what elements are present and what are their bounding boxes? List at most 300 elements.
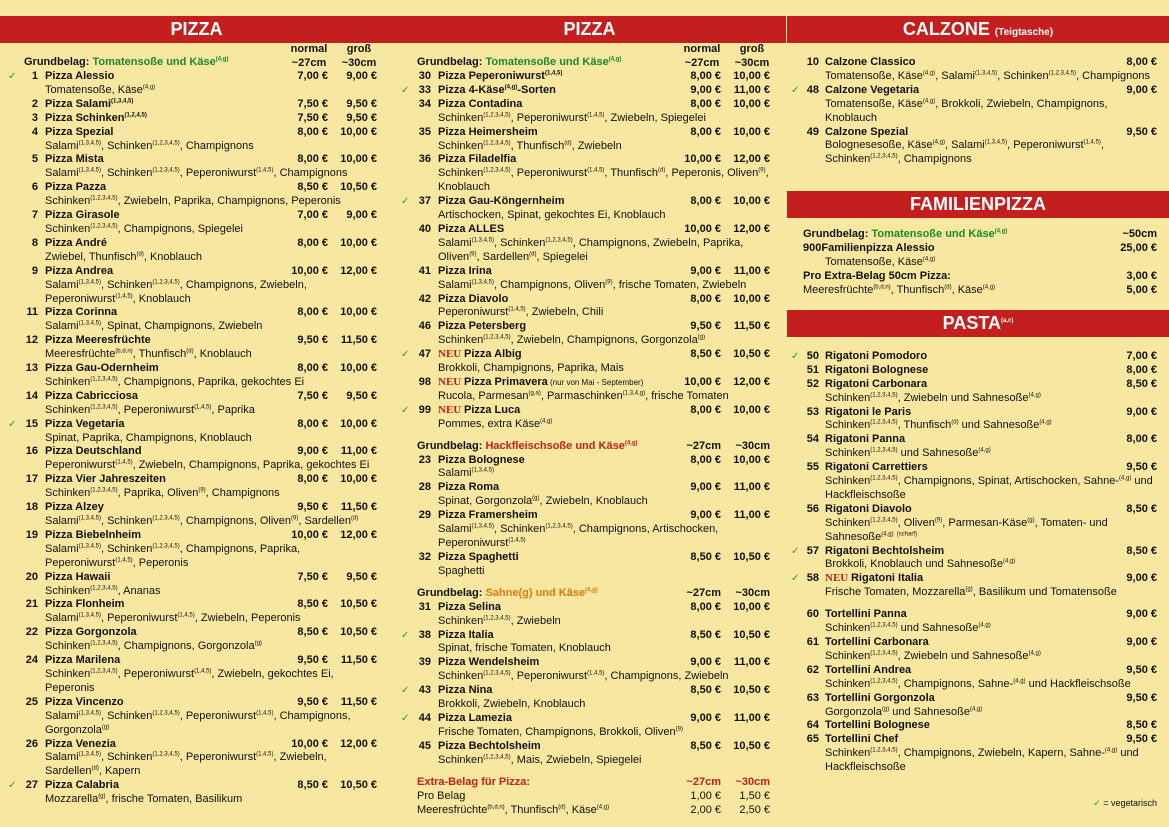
price-normal: 8,50 € <box>690 739 721 752</box>
item-number: 56 <box>806 502 819 515</box>
vegetarian-legend: ✓ = vegetarisch <box>1093 798 1157 809</box>
price-gross: 11,50 € <box>340 654 377 667</box>
price-gross: 11,50 € <box>340 334 377 347</box>
neu-badge: NEU <box>438 375 464 388</box>
menu-item <box>787 56 1169 84</box>
item-number: 60 <box>806 608 819 621</box>
grundbelag: Grundbelag: Tomatensoße und Käse$^{(4,g)}$ <box>24 56 229 68</box>
price-normal: 8,00 € <box>1126 363 1157 376</box>
item-number: 29 <box>418 509 431 522</box>
price-normal: 8,00 € <box>690 403 721 416</box>
item-description: Spinat, frische Tomaten, Knoblauch <box>438 642 611 655</box>
vegetarian-icon: ✓ <box>401 404 410 416</box>
price-normal: 7,50 € <box>297 111 328 124</box>
item-description: Salami$^{(1,3,4,5)}$, Schinken$^{(1,2,3,4,5)}$, Peperoniwurst$^{(1,4,5)}$, Champignons, Gorgonzola$^{(g)}$ <box>45 709 351 736</box>
price-gross: 9,50 € <box>346 389 377 402</box>
item-number: 39 <box>418 656 431 669</box>
item-description: Spinat, Paprika, Champignons, Knoblauch <box>45 431 252 444</box>
price-normal: 7,00 € <box>1126 349 1157 362</box>
item-number: 13 <box>25 362 38 375</box>
vegetarian-icon: ✓ <box>8 71 17 82</box>
item-name: Pizza Vincenzo <box>45 695 124 708</box>
item-name: Pizza Corinna <box>45 306 118 319</box>
item-name: Pizza 4-Käse$^{(4,g)}$-Sorten <box>438 83 556 96</box>
item-number: 25 <box>25 695 38 708</box>
menu-item <box>0 181 393 209</box>
item-description: Tomatensoße, Käse$^{(4,g)}$, Brokkoli, Zwiebeln, Champignons, Knoblauch <box>825 97 1108 124</box>
item-number: 99 <box>418 403 431 416</box>
item-name: Tortellini Chef <box>825 733 899 746</box>
price-normal: 9,00 € <box>1126 572 1157 585</box>
price-gross: 12,00 € <box>340 528 377 541</box>
extra-label: Meeresfrüchte$^{(b,d,n)}$, Thunfisch$^{(d)}$, Käse$^{(4,g)}$ <box>417 803 610 816</box>
familie-extra-2: Meeresfrüchte$^{(b,d,n)}$, Thunfisch$^{(d)}$, Käse$^{(4,g)}$ 5,00 € <box>803 283 1157 296</box>
menu-item <box>0 529 393 571</box>
price-normal: 1,00 € <box>690 789 721 802</box>
item-name: Pizza Cabricciosa <box>45 389 138 402</box>
price-normal: 8,50 € <box>297 181 328 194</box>
item-name: Pizza Contadina <box>438 97 523 110</box>
size-gross: groß ~30cm <box>341 43 377 69</box>
price-normal: 8,00 € <box>297 125 328 138</box>
price-gross: 10,00 € <box>340 362 377 375</box>
price-gross: 12,00 € <box>733 222 770 235</box>
item-description: Spaghetti <box>438 564 485 577</box>
item-name: Pizza Andrea <box>45 264 114 277</box>
price-normal: 8,50 € <box>1126 502 1157 515</box>
item-name: Pizza Gorgonzola <box>45 626 137 639</box>
item-description: Schinken$^{(1,2,3,4,5)}$, Champignons, Sahne-$^{(4,g)}$ und Hackfleischsoße <box>825 677 1131 690</box>
item-number: 35 <box>418 125 431 138</box>
item-name: Pizza Biebelnheim <box>45 528 141 541</box>
menu-item <box>0 626 393 654</box>
menu-item <box>393 509 786 551</box>
item-number: 49 <box>806 125 819 138</box>
menu-item <box>787 692 1169 720</box>
item-description: Schinken$^{(1,2,3,4,5)}$, Zwiebeln <box>438 614 561 627</box>
price-normal: 9,50 € <box>1126 663 1157 676</box>
item-name: Pizza Deutschland <box>45 445 142 458</box>
item-number: 63 <box>806 691 819 704</box>
item-description: Salami$^{(1,3,4,5)}$, Schinken$^{(1,2,3,4,5)}$, Champignons, Artischocken, Peperoniwurst$^{(1,4,5)}$ <box>438 523 719 549</box>
item-number: 65 <box>806 733 819 746</box>
menu-item <box>393 454 786 482</box>
price-normal: 7,50 € <box>297 389 328 402</box>
item-number: 16 <box>25 445 38 458</box>
item-name: Pizza Peperoniwurst$^{(1,4,5)}$ <box>438 70 563 82</box>
menu-item <box>0 779 393 807</box>
price-normal: 9,50 € <box>297 695 328 708</box>
menu-item <box>0 237 393 265</box>
menu-item <box>393 376 786 404</box>
price-normal: 8,00 € <box>690 97 721 110</box>
item-name: Tortellini Carbonara <box>825 636 929 648</box>
price-normal: 9,00 € <box>690 711 721 724</box>
menu-item <box>0 598 393 626</box>
item-description: Schinken$^{(1,2,3,4,5)}$, Ananas <box>45 584 161 597</box>
price-gross: 10,00 € <box>733 292 770 305</box>
section-title-calzone: CALZONE (Teigtasche) <box>787 16 1169 43</box>
vegetarian-icon: ✓ <box>791 84 800 96</box>
price-gross: 12,00 € <box>340 264 377 277</box>
price-normal: 8,00 € <box>690 70 721 82</box>
price-normal: 9,50 € <box>1126 125 1157 138</box>
item-description: Salami$^{(1,3,4,5)}$ <box>438 467 494 480</box>
menu-item <box>0 473 393 501</box>
menu-item <box>393 684 786 712</box>
pasta-list <box>787 350 1169 775</box>
item-name: Pizza Gau-Odernheim <box>45 362 159 375</box>
item-name: Pizza Meeresfrüchte <box>45 334 151 347</box>
item-description: Tomatensoße, Käse$^{(4,g)}$ <box>45 83 156 96</box>
menu-item <box>787 719 1169 733</box>
item-number: 45 <box>418 739 431 752</box>
price-normal: 8,50 € <box>690 628 721 641</box>
menu-item <box>787 733 1169 775</box>
price-gross: 12,00 € <box>733 153 770 166</box>
vegetarian-icon: ✓ <box>791 573 800 585</box>
item-description: Schinken$^{(1,2,3,4,5)}$ und Sahnesoße$^{(4,g)}$ <box>825 622 991 635</box>
item-number: 54 <box>806 433 819 446</box>
item-name: Pizza Schinken$^{(1,2,4,5)}$ <box>45 111 147 124</box>
menu-item <box>0 265 393 307</box>
price-gross: 11,00 € <box>733 509 770 522</box>
grundbelag-hackfleisch: Grundbelag: Hackfleischsoße und Käse$^{(4,g)}$ ~27cm ~30cm <box>417 439 770 452</box>
item-description: Schinken$^{(1,2,3,4,5)}$, Peperoniwurst$^{(1,4,5)}$, Thunfisch$^{(d)}$, Peperonis, Oliven$^{(9)}$, Knoblauch <box>438 167 769 194</box>
menu-item <box>393 404 786 432</box>
price-gross: 10,50 € <box>733 628 770 641</box>
price-gross: 11,00 € <box>733 264 770 277</box>
price-normal: 8,00 € <box>690 125 721 138</box>
item-number: 4 <box>31 125 38 138</box>
menu-item <box>0 571 393 599</box>
item-name: Rigatoni Carrettiers <box>825 461 928 474</box>
price-normal: 9,50 € <box>690 320 721 333</box>
menu-item <box>393 223 786 265</box>
price-gross: 10,00 € <box>340 125 377 138</box>
item-description: Schinken$^{(1,2,3,4,5)}$, Champignons, Zwiebeln, Kapern, Sahne-$^{(4,g)}$ und Hackfleischsoße <box>825 747 1139 774</box>
item-number: 22 <box>25 626 38 639</box>
price-gross: 1,50 € <box>739 789 770 802</box>
item-name: Tortellini Andrea <box>825 663 912 676</box>
item-name: Tortellini Panna <box>825 608 907 621</box>
familie-grundbelag: Grundbelag: Tomatensoße und Käse$^{(4,g)}$ ~50cm <box>803 228 1157 241</box>
item-description: Schinken$^{(1,2,3,4,5)}$, Zwiebeln, Champignons, Gorgonzola$^{(g)}$ <box>438 334 706 347</box>
item-number: 48 <box>806 83 819 96</box>
price-gross: 10,00 € <box>733 600 770 613</box>
item-description: Tomatensoße, Käse$^{(4,g)}$, Salami$^{(1,3,4,5)}$, Schinken$^{(1,2,3,4,5)}$, Champignons <box>825 69 1151 82</box>
menu-item <box>393 348 786 376</box>
price-normal: 8,50 € <box>1126 544 1157 557</box>
price-normal: 9,50 € <box>297 501 328 514</box>
item-name: Pizza Petersberg <box>438 320 527 333</box>
item-number: 32 <box>418 550 431 563</box>
item-description: Schinken$^{(1,2,3,4,5)}$, Champignons, Spinat, Artischocken, Sahne-$^{(4,g)}$ und Hackfleischsoße <box>825 475 1153 501</box>
item-number: 2 <box>31 97 38 110</box>
menu-item <box>393 656 786 684</box>
item-name: Pizza Gau-Köngernheim <box>438 195 565 208</box>
size-normal: normal ~27cm <box>290 43 328 69</box>
item-number: 19 <box>25 528 38 541</box>
price-normal: 10,00 € <box>291 737 328 750</box>
item-number: 57 <box>806 544 819 557</box>
item-name: Calzone Classico <box>825 56 916 68</box>
menu-item <box>0 126 393 154</box>
price-gross: 11,50 € <box>340 501 377 514</box>
item-description: Schinken$^{(1,2,3,4,5)}$, Oliven$^{(9)}$, Parmesan-Käse$^{(g)}$, Tomaten- und Sahnesoße$^{(4,g)}$ $^{(scharf)}$ <box>825 516 1108 543</box>
price-gross: 10,00 € <box>733 453 770 466</box>
item-description: Salami$^{(1,3,4,5)}$, Peperoniwurst$^{(1,4,5)}$, Zwiebeln, Peperonis <box>45 612 301 625</box>
price-gross: 10,50 € <box>733 550 770 563</box>
item-number: 53 <box>806 405 819 418</box>
item-number: 14 <box>25 389 38 402</box>
menu-item <box>787 664 1169 692</box>
price-normal: 8,00 € <box>297 473 328 486</box>
price-gross: 10,50 € <box>340 598 377 611</box>
item-description: Artischocken, Spinat, gekochtes Ei, Knoblauch <box>438 209 666 222</box>
menu-item <box>787 406 1169 434</box>
vegetarian-icon: ✓ <box>401 629 410 641</box>
price-normal: 7,50 € <box>297 570 328 583</box>
price-gross: 10,00 € <box>733 97 770 110</box>
price-gross: 10,00 € <box>340 306 377 319</box>
item-description: Salami$^{(1,3,4,5)}$, Schinken$^{(1,2,3,4,5)}$, Champignons, Zwiebeln, Paprika, Oliven$^{(9)}$, Sardellen$^{(d)}$, Spiegelei <box>438 236 744 263</box>
price-normal: 2,00 € <box>690 803 721 816</box>
menu-item <box>393 320 786 348</box>
item-description: Schinken$^{(1,2,3,4,5)}$, Peperoniwurst$^{(1,4,5)}$, Zwiebeln, Spiegelei <box>438 111 706 124</box>
menu-item <box>393 98 786 126</box>
neu-badge: NEU <box>438 403 464 416</box>
item-description: Schinken$^{(1,2,3,4,5)}$, Paprika, Oliven$^{(9)}$, Champignons <box>45 487 280 500</box>
menu-item <box>0 306 393 334</box>
item-name: NEU Pizza Primavera (nur von Mai - September) <box>438 375 644 388</box>
calzone-familie-pasta-column <box>787 0 1169 775</box>
item-description: Salami$^{(1,3,4,5)}$, Schinken$^{(1,2,3,4,5)}$, Champignons, Paprika, Peperoniwurst$^{(1,4,5)}$, Peperonis <box>45 542 301 569</box>
item-name: Pizza Wendelsheim <box>438 656 540 669</box>
size-normal: normal ~27cm <box>683 43 721 69</box>
price-gross: 10,50 € <box>340 181 377 194</box>
item-description: Rucola, Parmesan$^{(g,a)}$, Parmaschinken$^{(1,3,4,g)}$, frische Tomaten <box>438 389 729 402</box>
item-name: Rigatoni Bolognese <box>825 363 929 376</box>
item-description: Meeresfrüchte$^{(b,d,n)}$, Thunfisch$^{(d)}$, Knoblauch <box>45 348 252 361</box>
price-gross: 11,00 € <box>733 711 770 724</box>
price-normal: 8,00 € <box>297 236 328 249</box>
item-description: Schinken$^{(1,2,3,4,5)}$, Thunfisch$^{(d)}$ und Sahnesoße$^{(4,g)}$ <box>825 419 1052 432</box>
price-normal: 8,00 € <box>297 417 328 430</box>
item-number: 21 <box>25 598 38 611</box>
item-name: Pizza Framersheim <box>438 509 538 522</box>
item-description: Peperoniwurst$^{(1,4,5)}$, Zwiebeln, Champignons, Paprika, gekochtes Ei <box>45 459 370 472</box>
item-name: Pizza Hawaii <box>45 570 111 583</box>
item-description: Salami$^{(1,3,4,5)}$, Champignons, Oliven$^{(9)}$, frische Tomaten, Zwiebeln <box>438 278 747 291</box>
vegetarian-icon: ✓ <box>1093 798 1101 809</box>
item-number: 43 <box>418 684 431 697</box>
item-description: Schinken$^{(1,2,3,4,5)}$, Champignons, Paprika, gekochtes Ei <box>45 375 305 388</box>
menu-item <box>787 572 1169 600</box>
item-name: Pizza Vier Jahreszeiten <box>45 473 166 486</box>
item-number: 5 <box>31 153 38 166</box>
price-normal: 8,00 € <box>297 306 328 319</box>
menu-item <box>0 501 393 529</box>
price-normal: 8,50 € <box>297 626 328 639</box>
price-normal: 9,50 € <box>1126 733 1157 746</box>
price-normal: 8,00 € <box>1126 433 1157 446</box>
item-number: 38 <box>418 628 431 641</box>
item-number: 1 <box>31 70 38 82</box>
section-title-familienpizza: FAMILIENPIZZA <box>787 191 1169 218</box>
item-number: 51 <box>806 363 819 376</box>
menu-item <box>787 636 1169 664</box>
price-gross: 11,00 € <box>733 656 770 669</box>
item-name: Pizza Mista <box>45 153 104 166</box>
vegetarian-icon: ✓ <box>401 196 410 208</box>
vegetarian-icon: ✓ <box>401 712 410 724</box>
price-normal: 9,00 € <box>1126 83 1157 96</box>
extra-label: Pro Belag <box>417 789 466 802</box>
item-number: 64 <box>806 719 819 732</box>
vegetarian-icon: ✓ <box>8 780 17 792</box>
menu-item <box>0 112 393 126</box>
price-normal: 9,00 € <box>690 481 721 494</box>
menu-item <box>787 378 1169 406</box>
item-number: 55 <box>806 461 819 474</box>
item-number: 27 <box>25 779 38 792</box>
price-gross: 10,00 € <box>733 403 770 416</box>
vegetarian-icon: ✓ <box>401 685 410 697</box>
item-number: 34 <box>418 97 431 110</box>
item-number: 50 <box>806 349 819 362</box>
price-gross: 12,00 € <box>733 375 770 388</box>
item-name: Pizza Lamezia <box>438 711 512 724</box>
item-number: 9 <box>31 264 38 277</box>
price-gross: 11,50 € <box>340 695 377 708</box>
familie-item-desc: Tomatensoße, Käse$^{(4,g)}$ <box>825 256 936 269</box>
price-gross: 10,50 € <box>733 348 770 361</box>
price-gross: 10,00 € <box>340 417 377 430</box>
menu-item <box>0 738 393 780</box>
item-description: Salami$^{(1,3,4,5)}$, Schinken$^{(1,2,3,4,5)}$, Peperoniwurst$^{(1,4,5)}$, Champignons <box>45 167 348 180</box>
item-number: 33 <box>418 83 431 96</box>
price-gross: 10,00 € <box>340 236 377 249</box>
item-number: 36 <box>418 153 431 166</box>
item-name: NEU Rigatoni Italia <box>825 572 924 585</box>
menu-item <box>0 98 393 112</box>
menu-item <box>787 608 1169 636</box>
menu-list <box>393 601 786 768</box>
item-description: Frische Tomaten, Champignons, Brokkoli, Oliven$^{(9)}$ <box>438 725 683 738</box>
price-normal: 9,50 € <box>297 654 328 667</box>
item-description: Schinken$^{(1,2,3,4,5)}$, Zwiebeln und Sahnesoße$^{(4,g)}$ <box>825 649 1041 662</box>
size-header <box>393 43 786 70</box>
price-normal: 10,00 € <box>291 264 328 277</box>
menu-list <box>393 70 786 432</box>
extra-belag-row <box>393 790 786 804</box>
item-name: Rigatoni Pomodoro <box>825 349 928 362</box>
price-gross: 11,00 € <box>733 481 770 494</box>
section-title-pizza-1: PIZZA <box>0 16 393 43</box>
menu-item <box>393 740 786 768</box>
neu-badge: NEU <box>825 572 851 585</box>
price-normal: 8,50 € <box>1126 377 1157 390</box>
item-number: 26 <box>25 737 38 750</box>
extra-belag-row <box>393 804 786 818</box>
item-name: Pizza Pazza <box>45 181 107 194</box>
price-normal: 9,00 € <box>690 83 721 96</box>
item-description: Schinken$^{(1,2,3,4,5)}$ und Sahnesoße$^{(4,g)}$ <box>825 447 991 460</box>
item-description: Brokkoli, Knoblauch und Sahnesoße$^{(4,g)}$ <box>825 558 1016 571</box>
section-title-pizza-2: PIZZA <box>393 16 786 43</box>
extra-belag-list <box>393 790 786 818</box>
price-normal: 9,50 € <box>1126 461 1157 474</box>
item-name: Pizza Heimersheim <box>438 125 538 138</box>
item-name: Pizza Venezia <box>45 737 116 750</box>
item-description: Schinken$^{(1,2,3,4,5)}$, Mais, Zwiebeln, Spiegelei <box>438 753 642 766</box>
price-normal: 9,50 € <box>297 334 328 347</box>
neu-badge: NEU <box>438 348 464 361</box>
item-number: 20 <box>25 570 38 583</box>
item-name: Calzone Vegetaria <box>825 83 920 96</box>
item-number: 30 <box>418 70 431 82</box>
price-normal: 8,00 € <box>297 362 328 375</box>
familie-item: 900Familienpizza Alessio 25,00 € <box>803 242 1157 255</box>
item-name: Pizza Spaghetti <box>438 550 519 563</box>
item-name: Pizza Calabria <box>45 779 119 792</box>
vegetarian-icon: ✓ <box>8 418 17 430</box>
price-gross: 10,00 € <box>733 125 770 138</box>
item-name: Tortellini Gorgonzola <box>825 691 935 704</box>
item-number: 24 <box>25 654 38 667</box>
menu-item <box>393 126 786 154</box>
price-normal: 8,00 € <box>690 453 721 466</box>
price-gross: 10,00 € <box>733 195 770 208</box>
item-name: Pizza Salami$^{(1,3,4,5)}$ <box>45 97 134 110</box>
item-number: 6 <box>31 181 38 194</box>
price-normal: 8,50 € <box>297 779 328 792</box>
price-normal: 9,00 € <box>1126 405 1157 418</box>
item-name: Pizza Bolognese <box>438 453 525 466</box>
item-description: Pommes, extra Käse$^{(4,g)}$ <box>438 417 553 430</box>
price-normal: 9,00 € <box>1126 636 1157 648</box>
item-number: 12 <box>25 334 38 347</box>
price-gross: 10,50 € <box>733 739 770 752</box>
item-name: Pizza Spezial <box>45 125 114 138</box>
item-number: 18 <box>25 501 38 514</box>
price-normal: 10,00 € <box>291 528 328 541</box>
item-description: Schinken$^{(1,2,3,4,5)}$, Peperoniwurst$^{(1,4,5)}$, Paprika <box>45 403 255 416</box>
calzone-list <box>787 56 1169 167</box>
menu-item <box>0 696 393 738</box>
menu-item <box>787 350 1169 364</box>
price-gross: 9,50 € <box>346 97 377 110</box>
item-description: Schinken$^{(1,2,3,4,5)}$, Peperoniwurst$^{(1,4,5)}$, Zwiebeln, gekochtes Ei, Peperonis <box>45 667 334 694</box>
price-gross: 10,00 € <box>733 70 770 82</box>
price-gross: 11,00 € <box>340 445 377 458</box>
price-gross: 10,50 € <box>340 626 377 639</box>
item-name: Calzone Spezial <box>825 125 909 138</box>
pizza-column-1 <box>0 0 393 807</box>
item-number: 15 <box>25 417 38 430</box>
menu-item <box>787 126 1169 168</box>
price-normal: 9,00 € <box>690 656 721 669</box>
vegetarian-icon: ✓ <box>791 545 800 557</box>
item-name: Pizza Italia <box>438 628 494 641</box>
price-normal: 8,50 € <box>690 550 721 563</box>
price-normal: 9,00 € <box>1126 608 1157 621</box>
menu-item <box>0 70 393 98</box>
item-description: Schinken$^{(1,2,3,4,5)}$, Champignons, Gorgonzola$^{(g)}$ <box>45 640 262 653</box>
price-gross: 12,00 € <box>340 737 377 750</box>
menu-item <box>0 362 393 390</box>
